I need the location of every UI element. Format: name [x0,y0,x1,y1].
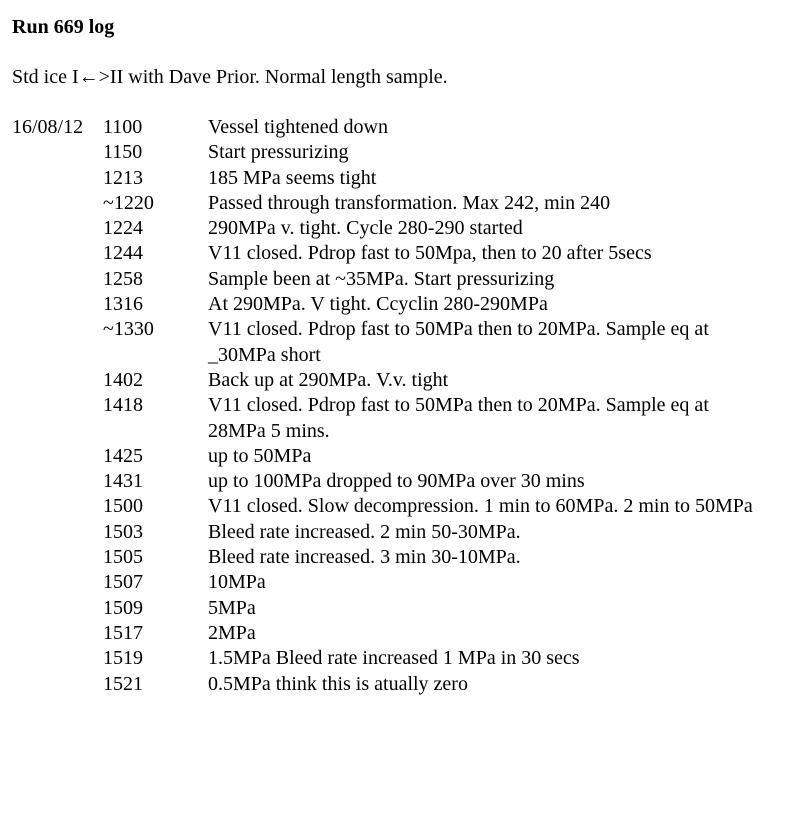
log-description: 0.5MPa think this is atually zero [208,672,468,695]
log-entry [0,621,800,646]
log-description: V11 closed. Pdrop fast to 50MPa then to 20MPa. Sample eq at _30MPa short [208,318,709,366]
log-entry [0,444,800,469]
log-description: V11 closed. Pdrop fast to 50Mpa, then to 20 after 5secs [208,242,652,265]
log-time: 1521 [103,672,143,695]
log-description: Start pressurizing [208,141,349,164]
log-entry [0,596,800,621]
log-entry [0,646,800,671]
log-description: 5MPa [208,596,256,619]
log-entry [0,267,800,292]
log-time: 1150 [103,141,143,164]
log-description: At 290MPa. V tight. Ccyclin 280-290MPa [208,293,548,316]
log-time: 1224 [103,217,143,240]
log-time: 1431 [103,470,143,493]
log-entry [0,672,800,697]
log-entry [0,166,800,191]
intro-paragraph: Std ice I←>II with Dave Prior. Normal length sample. [12,66,448,88]
log-description: Back up at 290MPa. V.v. tight [208,368,449,391]
log-time: 1316 [103,293,143,316]
log-description: Bleed rate increased. 2 min 50-30MPa. [208,520,521,543]
log-entry [0,140,800,165]
document-title: Run 669 log [12,16,115,38]
log-description: up to 50MPa [208,444,312,467]
log-time: 1402 [103,368,143,391]
log-entry [0,520,800,545]
log-time: 1505 [103,546,143,569]
log-time: 1517 [103,621,143,644]
log-time: 1244 [103,242,143,265]
log-entry [0,241,800,266]
log-entry [0,570,800,595]
log-time: ~1330 [103,318,154,341]
log-entry [0,317,800,368]
log-entry [0,469,800,494]
log-time: 1425 [103,444,143,467]
log-time: 1258 [103,267,143,290]
log-description: 10MPa [208,571,266,594]
log-entry [0,545,800,570]
log-time: 1418 [103,394,143,417]
log-description: Bleed rate increased. 3 min 30-10MPa. [208,546,521,569]
log-entry [0,292,800,317]
log-description: 290MPa v. tight. Cycle 280-290 started [208,217,523,240]
log-entry [0,494,800,519]
log-entry [0,393,800,444]
log-description: V11 closed. Pdrop fast to 50MPa then to 20MPa. Sample eq at 28MPa 5 mins. [208,394,709,442]
log-entries [0,115,800,697]
log-time: 1213 [103,166,143,189]
log-description: 1.5MPa Bleed rate increased 1 MPa in 30 secs [208,647,580,670]
log-description: Passed through transformation. Max 242, min 240 [208,191,611,214]
log-description: 2MPa [208,621,256,644]
log-description: 185 MPa seems tight [208,166,377,189]
log-entry [0,368,800,393]
log-description: Vessel tightened down [208,116,388,138]
log-time: 1509 [103,596,143,619]
log-entry [0,191,800,216]
log-description: Sample been at ~35MPa. Start pressurizing [208,267,555,290]
log-time: 1500 [103,495,143,518]
log-description: up to 100MPa dropped to 90MPa over 30 mins [208,470,585,493]
log-time: 1519 [103,647,143,670]
log-date: 16/08/12 [12,116,84,138]
log-time: 1503 [103,520,143,543]
log-time: ~1220 [103,191,154,214]
log-entry [0,216,800,241]
log-time: 1100 [103,116,143,138]
log-time: 1507 [103,571,143,594]
log-description: V11 closed. Slow decompression. 1 min to 60MPa. 2 min to 50MPa [208,495,753,518]
log-entry [0,115,800,140]
